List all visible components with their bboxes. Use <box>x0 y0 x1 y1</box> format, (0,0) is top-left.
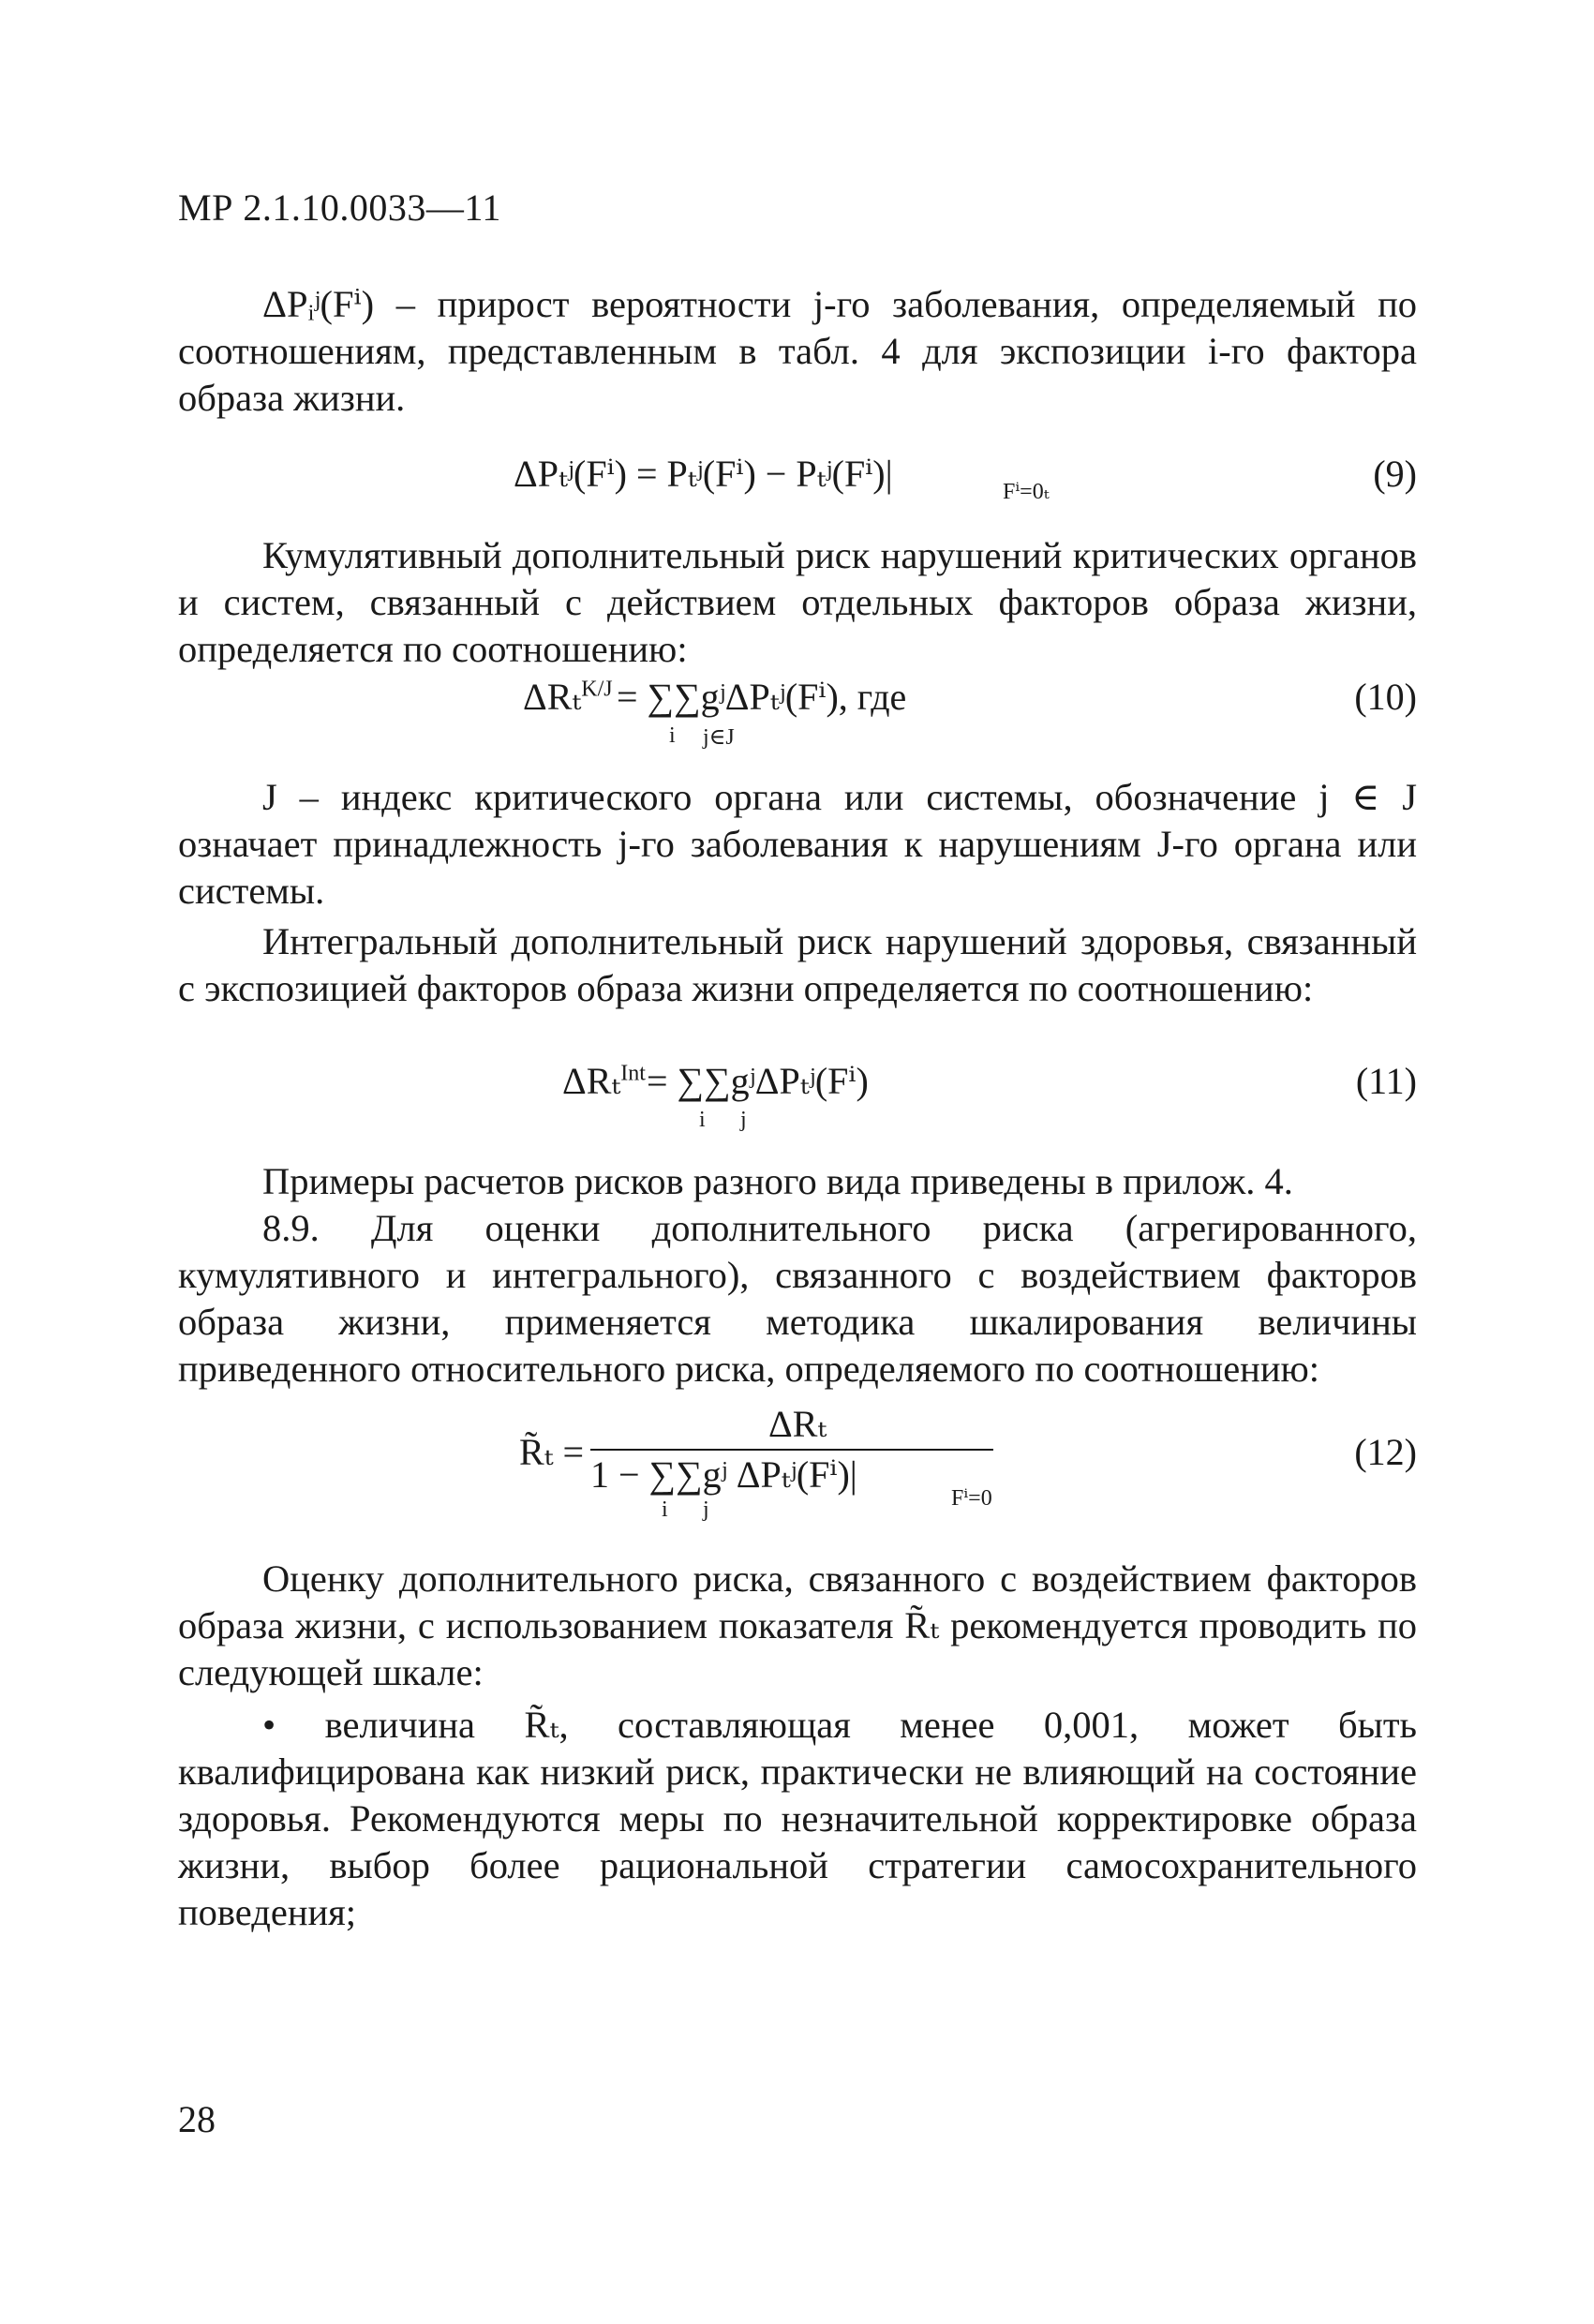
formula-10-lhs: ΔRₜ$^{K/J}$ <box>523 676 613 718</box>
formula-12-denominator: 1 − ∑∑gʲ ΔPₜʲ(Fⁱ)| <box>590 1453 857 1496</box>
formula-12-lhs: R̃ₜ = <box>519 1431 585 1473</box>
formula-9 <box>178 452 1417 504</box>
formula-12-numerator: ΔRₜ <box>768 1403 827 1445</box>
page-number: 28 <box>178 2098 216 2140</box>
formula-9-expression: ΔPₜʲ(Fⁱ) = Pₜʲ(Fⁱ) − Pₜʲ(Fⁱ)| <box>514 453 893 495</box>
formula-11-index-i: i <box>699 1108 706 1132</box>
paragraph-text: • величина R̃ₜ, составляющая менее 0,001, может быть квалифицирована как низкий риск, практически не влияющий на состояние здоровья. Рекомендуются меры по незначительной корректировке образа жизни, выбор более рациональной стратегии самосохранительного поведения; <box>178 1704 1417 1933</box>
formula-11-number: (11) <box>1355 1060 1417 1102</box>
paragraph-text: 8.9. Для оценки дополнительного риска (агрегированного, кумулятивного и интегрального), связанного с воздействием факторов образа жизни, применяется методика шкалирования величины приведенного относительного риска, определяемого по соотношению: <box>178 1207 1417 1390</box>
paragraph-low-risk-bullet <box>178 1702 1417 1936</box>
formula-12-index-i: i <box>662 1497 668 1522</box>
paragraph-index-J <box>178 774 1417 915</box>
formula-10 <box>178 675 1417 750</box>
paragraph-scale-intro <box>178 1556 1417 1696</box>
formula-11-lhs: ΔRₜ$^{Int}$ <box>562 1060 646 1102</box>
formula-10-index-j: j∈J <box>703 725 735 750</box>
formula-12-den-subscript: Fⁱ=0 <box>951 1486 992 1511</box>
paragraph-cumulative-risk <box>178 532 1417 673</box>
paragraph-definition-deltaP <box>178 281 1417 422</box>
paragraph-examples <box>178 1158 1417 1205</box>
paragraph-integral-risk <box>178 918 1417 1012</box>
formula-11 <box>178 1059 1417 1132</box>
formula-12-number: (12) <box>1354 1431 1417 1473</box>
paragraph-text: Интегральный дополнительный риск нарушений здоровья, связанный с экспозицией факторов образа жизни определяется по соотношению: <box>178 920 1417 1009</box>
formula-10-rhs: = ∑∑gʲΔPₜʲ(Fⁱ), где <box>617 676 907 718</box>
formula-11-index-j: j <box>740 1108 747 1132</box>
formula-10-number: (10) <box>1354 676 1417 718</box>
fraction-bar <box>590 1449 993 1451</box>
formula-11-rhs: = ∑∑gʲΔPₜʲ(Fⁱ) <box>647 1060 869 1102</box>
formula-12 <box>178 1402 1417 1524</box>
paragraph-text: Кумулятивный дополнительный риск нарушений критических органов и систем, связанный с действием отдельных факторов образа жизни, определяется по соотношению: <box>178 534 1417 670</box>
formula-9-number: (9) <box>1373 453 1417 495</box>
document-code: МР 2.1.10.0033—11 <box>178 186 501 229</box>
paragraph-text: J – индекс критического органа или системы, обозначение j ∈ J означает принадлежность j-го заболевания к нарушениям J-го органа или системы. <box>178 776 1417 912</box>
paragraph-text: Оценку дополнительного риска, связанного с воздействием факторов образа жизни, с использованием показателя R̃ₜ рекомендуется проводить по следующей шкале: <box>178 1557 1417 1693</box>
formula-9-subscript: Fⁱ=0ₜ <box>1003 480 1050 504</box>
paragraph-section-8-9 <box>178 1205 1417 1393</box>
formula-10-index-i: i <box>669 723 676 748</box>
paragraph-text: ΔPᵢʲ(Fⁱ) – прирост вероятности j-го заболевания, определяемый по соотношениям, представленным в табл. 4 для экспозиции i-го фактора образа жизни. <box>178 283 1417 419</box>
paragraph-text: Примеры расчетов рисков разного вида приведены в прилож. 4. <box>262 1160 1293 1202</box>
formula-12-index-j: j <box>703 1497 709 1522</box>
